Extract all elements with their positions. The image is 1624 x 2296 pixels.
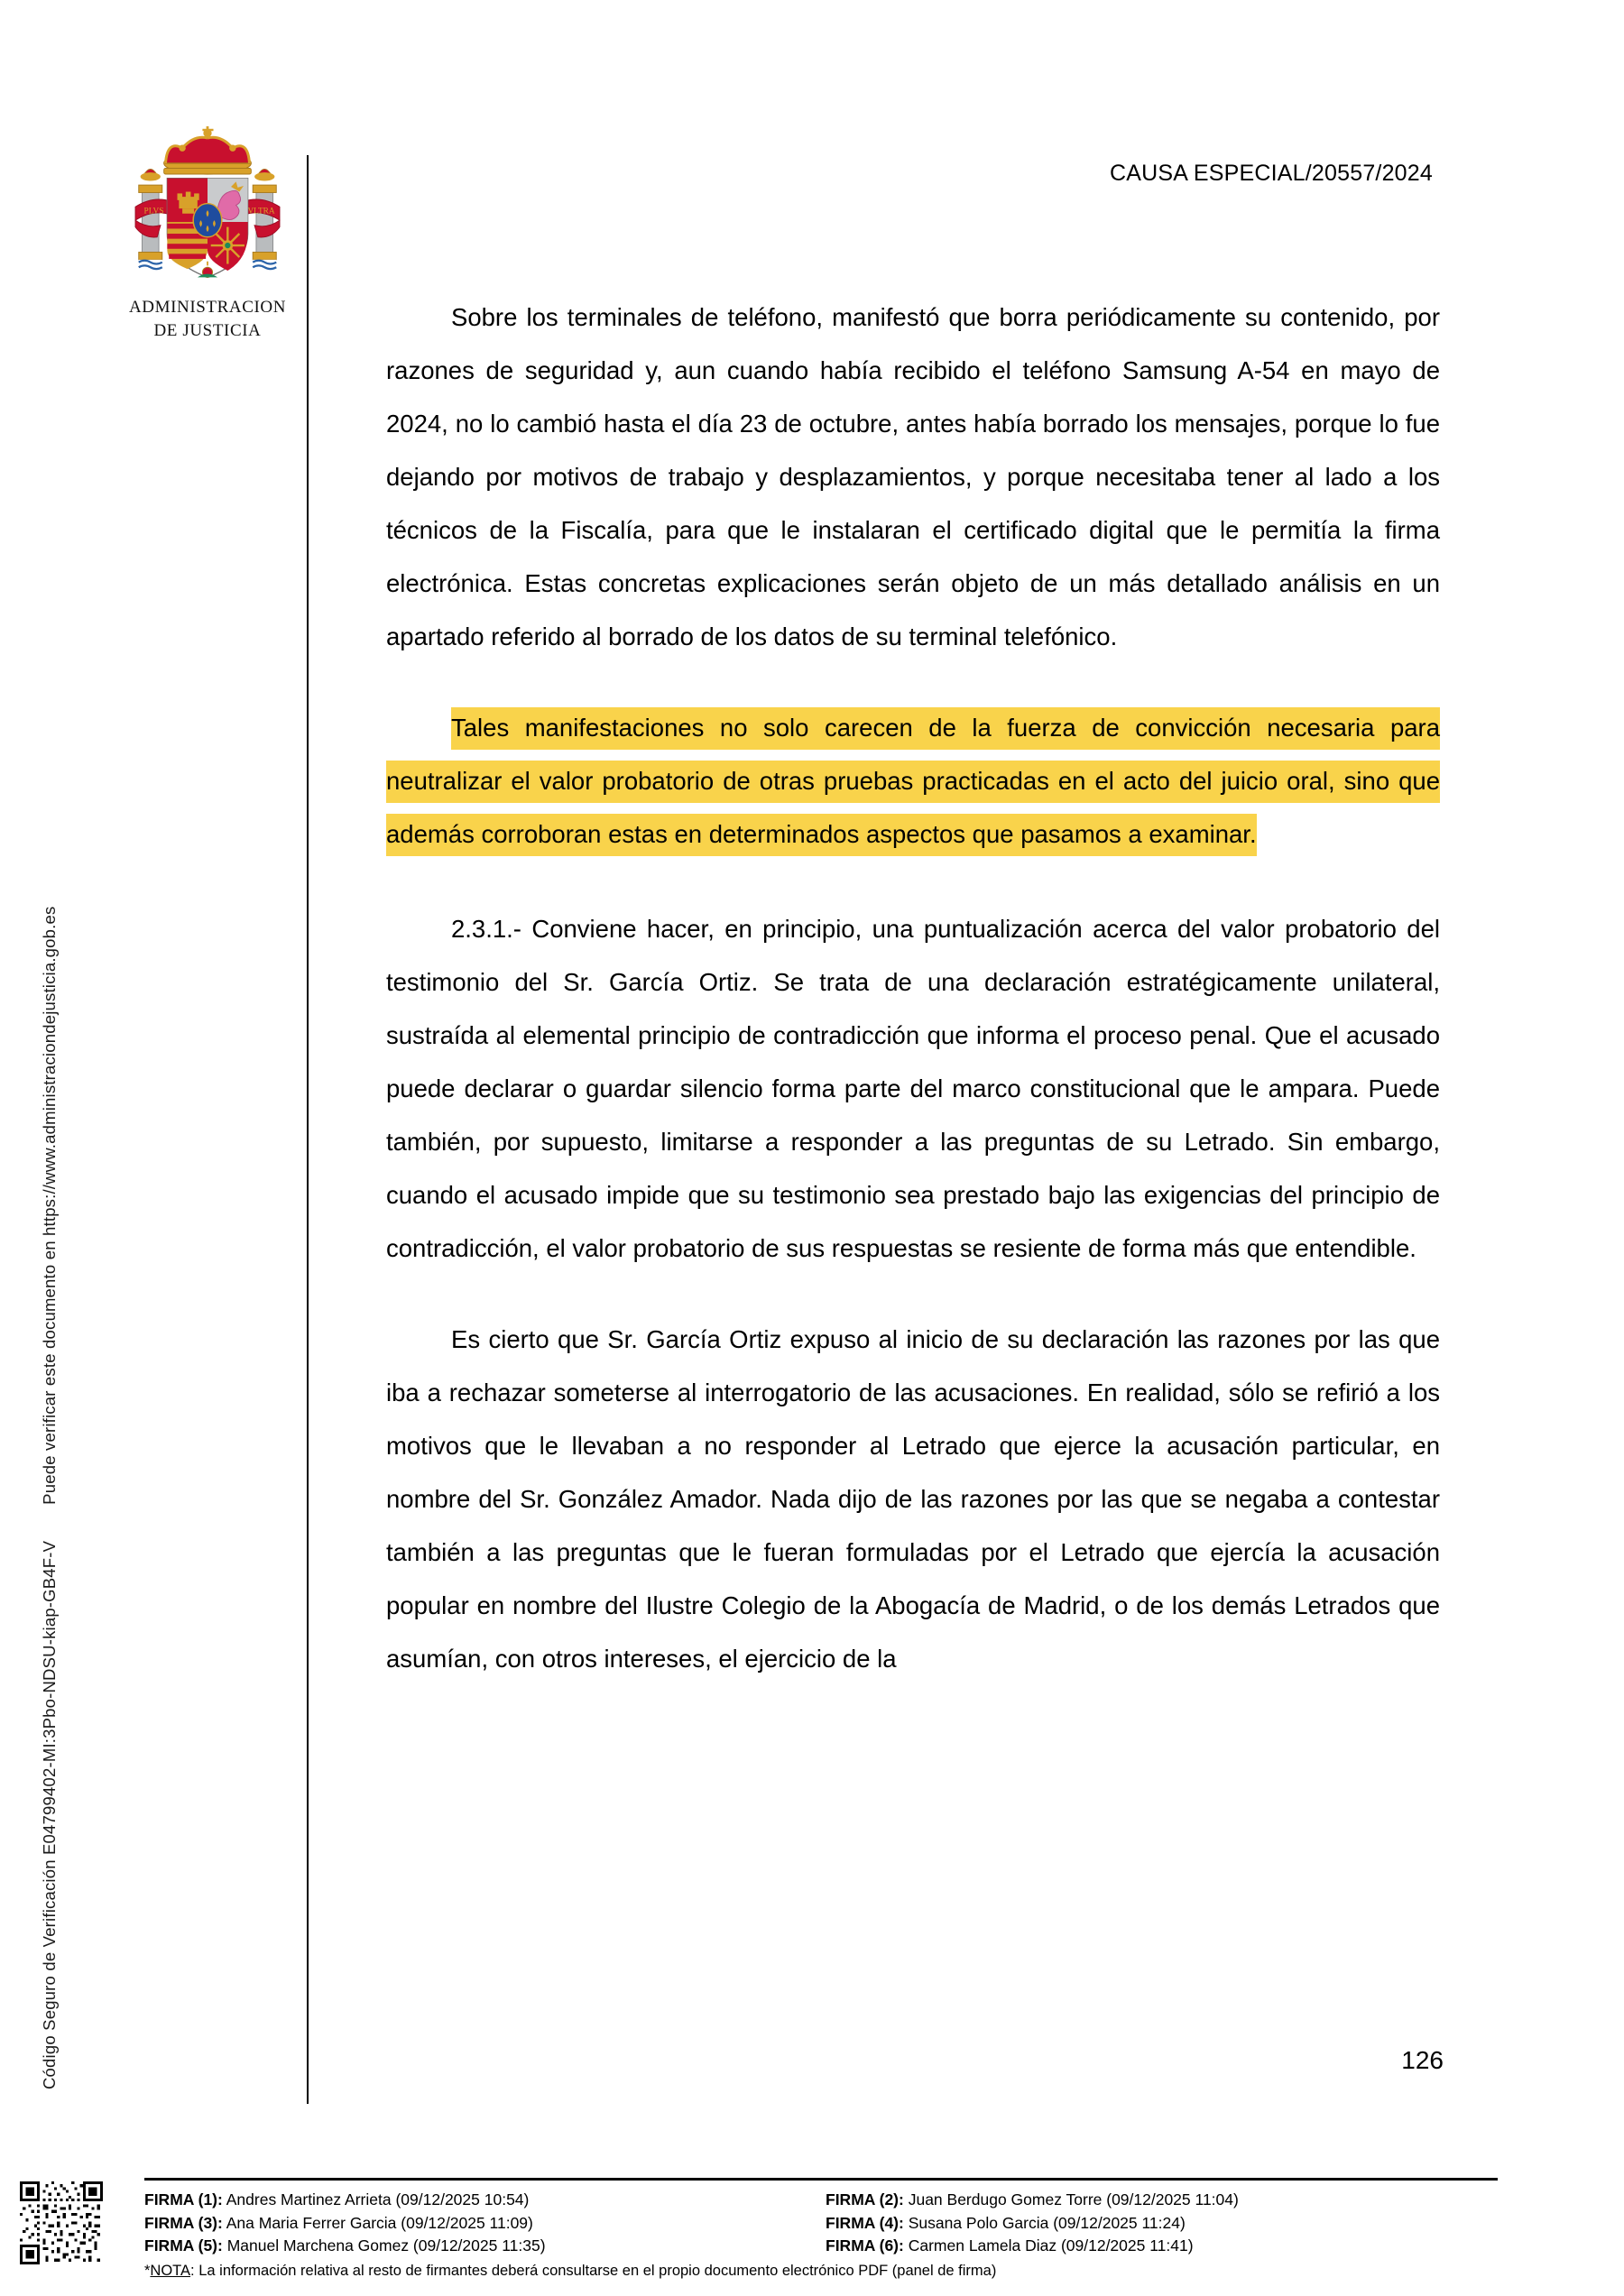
signature-value-2: Juan Berdugo Gomez Torre (09/12/2025 11:04) [908,2190,1239,2208]
administration-of-justice-emblem [99,126,316,342]
footer-note-star: * [144,2262,151,2279]
signature-block [144,2189,1507,2281]
page-number: 126 [1401,2046,1444,2074]
paragraph-tales-manifestaciones-highlighted [386,701,1440,861]
emblem-caption-line2: DE JUSTICIA [153,321,262,341]
signature-label-1: FIRMA (1): [144,2190,223,2208]
paragraph-es-cierto: Es cierto que Sr. García Ortiz expuso al inicio de su declaración las razones por las que iba a rechazar someterse al interrogatorio de las acusaciones. En realidad, sólo se refirió a los motivos que le llevaban a no responder al Letrado que ejerce la acusación particular, en nombre del Sr. González Amador. Nada dijo de las razones por las que se negaba a contestar también a las preguntas que le fueran formuladas por el Letrado que ejercía la acusación popular en nombre del Ilustre Colegio de la Abogacía de Madrid, o de los demás Letrados que asumían, con otros intereses, el ejercicio de la [386,1325,1440,1673]
highlight-run: Tales manifestaciones no solo carecen de la fuerza de convicción necesaria para neutralizar el valor probatorio de otras pruebas practicadas en el acto del juicio oral, sino que además corroboran estas en determinados aspectos que pasamos a examinar. [386,707,1440,856]
signature-row [144,2212,1507,2236]
signature-entry-2 [826,2189,1507,2212]
qr-code-icon [20,2181,103,2264]
paragraph-2-3-1: 2.3.1.- Conviene hacer, en principio, una puntualización acerca del valor probatorio del testimonio del Sr. García Ortiz. Se trata de una declaración estratégicamente unilateral, sustraída al elemental principio de contradicción que informa el proceso penal. Que el acusado puede declarar o guardar silencio forma parte del marco constitucional que le ampara. Puede también, por supuesto, limitarse a responder a las preguntas de su Letrado. Sin embargo, cuando el acusado impide que su testimonio sea prestado bajo las exigencias del principio de contradicción, el valor probatorio de sus respuestas se resiente de forma más que entendible. [386,915,1440,1262]
signature-label-4: FIRMA (4): [826,2213,904,2232]
left-margin-strip [0,0,78,2147]
signature-label-3: FIRMA (3): [144,2213,223,2232]
footer-note-keyword: NOTA [150,2262,191,2279]
signature-entry-3 [144,2212,826,2236]
signature-row [144,2189,1507,2212]
signature-value-3: Ana Maria Ferrer Garcia (09/12/2025 11:09) [226,2213,533,2232]
signature-value-5: Manuel Marchena Gomez (09/12/2025 11:35) [226,2236,546,2255]
emblem-caption-line1: ADMINISTRACION [128,298,287,317]
signature-row [144,2235,1507,2258]
signature-label-2: FIRMA (2): [826,2190,904,2208]
footer-note-text: : La información relativa al resto de firmantes deberá consultarse en el propio documento electrónico PDF (panel de firma) [190,2262,997,2279]
document-body [386,290,1440,1723]
spanish-coat-of-arms-icon [124,126,291,294]
paragraph-terminales: Sobre los terminales de teléfono, manifestó que borra periódicamente su contenido, por razones de seguridad y, aun cuando había recibido el teléfono Samsung A-54 en mayo de 2024, no lo cambió hasta el día 23 de octubre, antes había borrado los mensajes, porque lo fue dejando por motivos de trabajo y desplazamientos, y porque necesitaba tener al lado a los técnicos de la Fiscalía, para que le instalaran el certificado digital que le permitía la firma electrónica. Estas concretas explicaciones serán objeto de un más detallado análisis en un apartado referido al borrado de los datos de su terminal telefónico. [386,303,1440,650]
signature-entry-1 [144,2189,826,2212]
signature-entry-6 [826,2235,1507,2258]
footer-note [144,2261,1507,2281]
signature-entry-5 [144,2235,826,2258]
signature-entry-4 [826,2212,1507,2236]
svg-text:PLVS: PLVS [143,207,164,217]
signature-value-4: Susana Polo Garcia (09/12/2025 11:24) [908,2213,1186,2232]
signature-value-6: Carmen Lamela Diaz (09/12/2025 11:41) [908,2236,1194,2255]
case-reference-header: CAUSA ESPECIAL/20557/2024 [1109,161,1433,186]
signature-label-6: FIRMA (6): [826,2236,904,2255]
footer-divider-rule [144,2178,1498,2181]
verification-sidebar-text [40,60,60,2089]
signature-value-1: Andres Martinez Arrieta (09/12/2025 10:54) [226,2190,530,2208]
svg-text:VLTRA: VLTRA [247,207,275,217]
page-divider-rule [307,155,309,2104]
signature-label-5: FIRMA (5): [144,2236,223,2255]
verification-code-text: Código Seguro de Verificación E04799402-MI:3Pbo-NDSU-kiap-GB4F-V [40,1540,59,2089]
verification-url-text: Puede verificar este documento en https://www.administraciondejusticia.gob.es [40,906,59,1505]
